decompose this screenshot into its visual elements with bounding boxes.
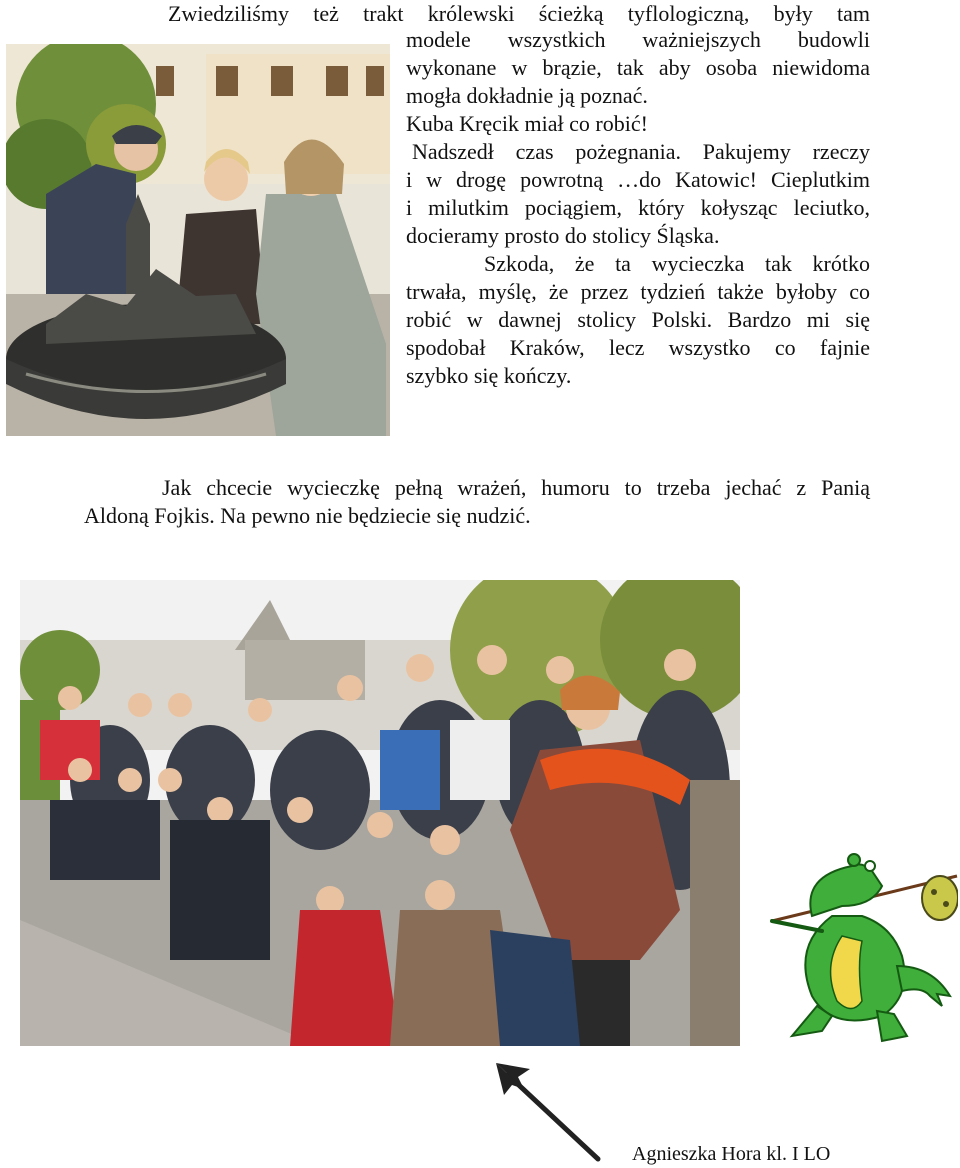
text-line: Nadszedł czas pożegnania. Pakujemy rzeczy [412,139,870,164]
bronze-model-photo [6,44,390,436]
text-line: Szkoda, że ta wycieczka tak krótko [484,251,870,276]
text-line: robić w dawnej stolicy Polski. Bardzo mi się [406,307,870,332]
text-line: trwała, myślę, że przez tydzień także byłoby co [406,279,870,304]
group-photo [20,580,740,1046]
text-line: docieramy prosto do stolicy Śląska. [406,223,720,248]
text-line: Zwiedziliśmy też trakt królewski ścieżką tyflologiczną, były tam [168,1,870,26]
text-line: spodobał Kraków, lecz wszystko co fajnie [406,335,870,360]
arrow-icon [490,1055,610,1165]
wawel-dragon-icon [762,846,958,1046]
text-line: wykonane w brązie, tak aby osoba niewidoma [406,55,870,80]
text-line: Aldoną Fojkis. Na pewno nie będziecie się nudzić. [84,503,531,528]
text-line: i milutkim pociągiem, który kołysząc leciutko, [406,195,870,220]
text-line: modele wszystkich ważniejszych budowli [406,27,870,52]
text-line: i w drogę powrotną …do Katowic! Cieplutkim [406,167,870,192]
text-line: Jak chcecie wycieczkę pełną wrażeń, humoru to trzeba jechać z Panią [162,475,870,500]
author-signature: Agnieszka Hora kl. I LO [632,1143,831,1165]
text-line: szybko się kończy. [406,363,572,388]
text-line: Kuba Kręcik miał co robić! [406,111,648,136]
text-line: mogła dokładnie ją poznać. [406,83,648,108]
